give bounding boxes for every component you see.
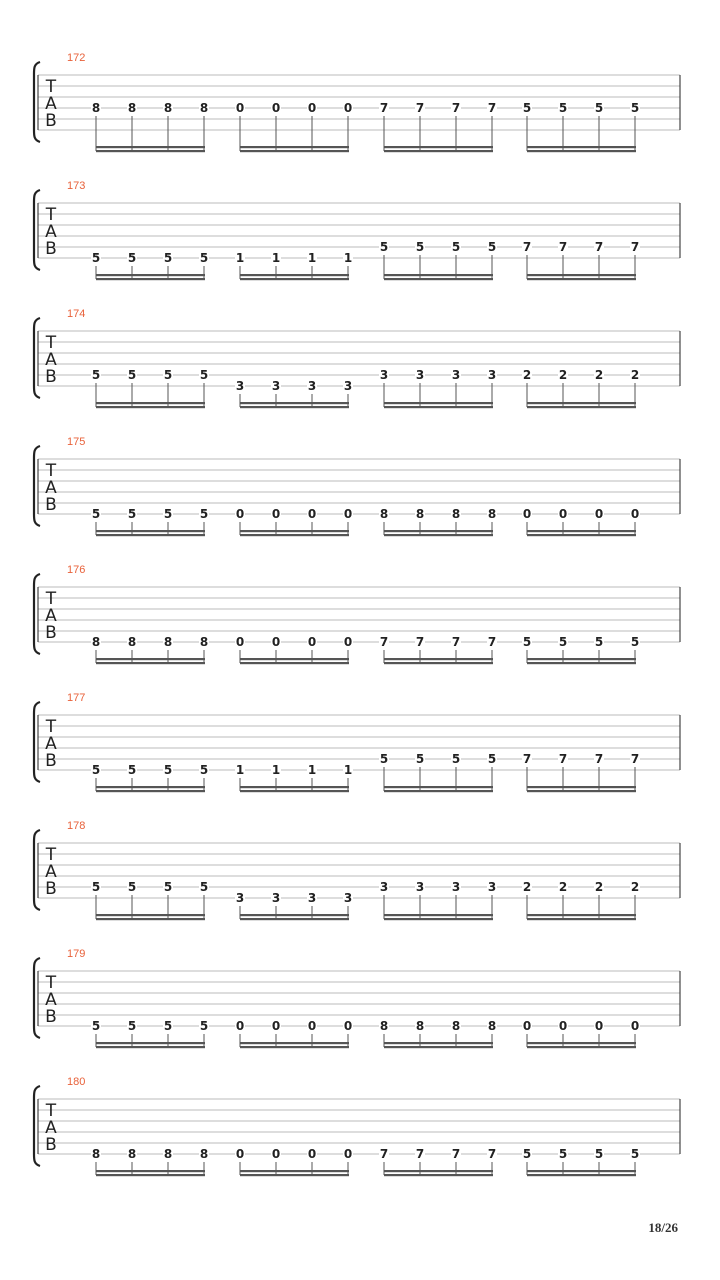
tab-clef-letter: A [45, 1118, 57, 1138]
beam [96, 918, 205, 920]
beam [384, 530, 493, 532]
fret-number: 7 [487, 1147, 497, 1161]
fret-number: 5 [127, 1019, 137, 1033]
beam [527, 406, 636, 408]
fret-number: 0 [343, 101, 353, 115]
fret-number: 1 [235, 763, 245, 777]
tab-clef-letter: B [45, 751, 57, 771]
fret-number: 3 [451, 368, 461, 382]
beam [240, 1042, 349, 1044]
tab-clef-letter: A [45, 990, 57, 1010]
tab-clef-letter: T [45, 205, 57, 225]
beam [240, 914, 349, 916]
measure-number: 180 [67, 1076, 86, 1088]
measure-number: 175 [67, 436, 86, 448]
fret-number: 5 [127, 251, 137, 265]
tab-clef-letter: T [45, 973, 57, 993]
tab-clef-letter: B [45, 111, 57, 131]
beam [96, 150, 205, 152]
fret-number: 8 [127, 635, 137, 649]
measure-number: 179 [67, 948, 86, 960]
fret-number: 0 [630, 1019, 640, 1033]
fret-number: 0 [235, 101, 245, 115]
fret-number: 8 [487, 1019, 497, 1033]
fret-number: 5 [199, 507, 209, 521]
beam [384, 406, 493, 408]
tab-clef-letter: T [45, 717, 57, 737]
fret-number: 7 [415, 101, 425, 115]
fret-number: 3 [343, 379, 353, 393]
fret-number: 5 [163, 880, 173, 894]
fret-number: 5 [415, 240, 425, 254]
beam [240, 402, 349, 404]
tab-system [0, 564, 720, 698]
beam [240, 1174, 349, 1176]
tab-clef-letter: T [45, 1101, 57, 1121]
beam [240, 790, 349, 792]
fret-number: 0 [271, 635, 281, 649]
fret-number: 2 [522, 880, 532, 894]
fret-number: 0 [235, 635, 245, 649]
beam [240, 658, 349, 660]
beam [384, 402, 493, 404]
tab-staff [0, 186, 720, 296]
tab-system [0, 692, 720, 826]
beam [384, 146, 493, 148]
fret-number: 0 [271, 1147, 281, 1161]
fret-number: 7 [451, 101, 461, 115]
fret-number: 7 [594, 752, 604, 766]
fret-number: 5 [594, 635, 604, 649]
beam [527, 534, 636, 536]
tab-system [0, 948, 720, 1082]
beam [527, 786, 636, 788]
beam [96, 274, 205, 276]
fret-number: 5 [127, 368, 137, 382]
tab-clef-letter: B [45, 623, 57, 643]
measure-number: 172 [67, 52, 86, 64]
fret-number: 5 [522, 635, 532, 649]
fret-number: 7 [522, 240, 532, 254]
beam [96, 1174, 205, 1176]
beam [527, 658, 636, 660]
fret-number: 5 [451, 240, 461, 254]
fret-number: 8 [163, 1147, 173, 1161]
beam [527, 1042, 636, 1044]
tab-clef-letter: A [45, 862, 57, 882]
tab-system [0, 820, 720, 954]
fret-number: 0 [307, 101, 317, 115]
fret-number: 3 [271, 379, 281, 393]
beam [240, 146, 349, 148]
fret-number: 7 [379, 1147, 389, 1161]
fret-number: 5 [199, 763, 209, 777]
fret-number: 8 [451, 507, 461, 521]
beam [96, 790, 205, 792]
beam [240, 1170, 349, 1172]
fret-number: 1 [307, 763, 317, 777]
fret-number: 0 [271, 507, 281, 521]
fret-number: 5 [163, 368, 173, 382]
measure-number: 176 [67, 564, 86, 576]
beam [96, 530, 205, 532]
tab-clef-letter: A [45, 350, 57, 370]
tab-clef-letter: T [45, 589, 57, 609]
beam [527, 402, 636, 404]
fret-number: 0 [343, 635, 353, 649]
fret-number: 5 [522, 1147, 532, 1161]
fret-number: 1 [307, 251, 317, 265]
fret-number: 8 [199, 635, 209, 649]
fret-number: 5 [487, 240, 497, 254]
tab-system [0, 180, 720, 314]
fret-number: 8 [127, 1147, 137, 1161]
fret-number: 0 [271, 1019, 281, 1033]
tab-system [0, 436, 720, 570]
beam [96, 534, 205, 536]
fret-number: 5 [594, 1147, 604, 1161]
beam [527, 914, 636, 916]
fret-number: 5 [199, 1019, 209, 1033]
fret-number: 1 [343, 763, 353, 777]
beam [384, 1046, 493, 1048]
tab-clef-letter: B [45, 495, 57, 515]
tab-clef-letter: A [45, 478, 57, 498]
fret-number: 5 [522, 101, 532, 115]
fret-number: 8 [91, 101, 101, 115]
fret-number: 1 [235, 251, 245, 265]
fret-number: 2 [630, 368, 640, 382]
beam [240, 918, 349, 920]
beam [384, 274, 493, 276]
fret-number: 5 [630, 101, 640, 115]
fret-number: 0 [307, 1019, 317, 1033]
tab-clef-letter: A [45, 734, 57, 754]
tab-system [0, 308, 720, 442]
fret-number: 0 [630, 507, 640, 521]
fret-number: 8 [487, 507, 497, 521]
fret-number: 7 [487, 635, 497, 649]
fret-number: 8 [163, 101, 173, 115]
fret-number: 0 [235, 1147, 245, 1161]
fret-number: 0 [343, 507, 353, 521]
beam [96, 406, 205, 408]
fret-number: 5 [91, 880, 101, 894]
fret-number: 3 [415, 880, 425, 894]
fret-number: 0 [235, 1019, 245, 1033]
tab-clef-letter: T [45, 77, 57, 97]
beam [527, 278, 636, 280]
beam [96, 1046, 205, 1048]
measure-number: 177 [67, 692, 86, 704]
beam [96, 402, 205, 404]
beam [240, 1046, 349, 1048]
fret-number: 5 [91, 507, 101, 521]
beam [96, 658, 205, 660]
beam [384, 1170, 493, 1172]
beam [96, 146, 205, 148]
beam [527, 1170, 636, 1172]
fret-number: 5 [163, 1019, 173, 1033]
fret-number: 0 [307, 635, 317, 649]
tab-staff [0, 954, 720, 1064]
fret-number: 0 [271, 101, 281, 115]
tab-clef-letter: A [45, 222, 57, 242]
beam [527, 1046, 636, 1048]
fret-number: 3 [307, 891, 317, 905]
tab-staff [0, 826, 720, 936]
fret-number: 7 [522, 752, 532, 766]
fret-number: 8 [163, 635, 173, 649]
fret-number: 5 [594, 101, 604, 115]
fret-number: 5 [487, 752, 497, 766]
fret-number: 0 [558, 1019, 568, 1033]
beam [240, 534, 349, 536]
fret-number: 0 [522, 507, 532, 521]
fret-number: 3 [415, 368, 425, 382]
fret-number: 5 [91, 251, 101, 265]
fret-number: 5 [163, 251, 173, 265]
fret-number: 5 [379, 752, 389, 766]
beam [527, 918, 636, 920]
tab-clef-letter: B [45, 1135, 57, 1155]
fret-number: 5 [127, 880, 137, 894]
fret-number: 0 [307, 507, 317, 521]
fret-number: 7 [415, 1147, 425, 1161]
tab-staff [0, 58, 720, 168]
fret-number: 3 [451, 880, 461, 894]
beam [384, 918, 493, 920]
fret-number: 5 [558, 101, 568, 115]
fret-number: 5 [91, 368, 101, 382]
beam [384, 662, 493, 664]
fret-number: 5 [127, 507, 137, 521]
fret-number: 5 [451, 752, 461, 766]
fret-number: 8 [415, 507, 425, 521]
fret-number: 8 [127, 101, 137, 115]
beam [384, 914, 493, 916]
fret-number: 5 [558, 635, 568, 649]
fret-number: 3 [307, 379, 317, 393]
fret-number: 5 [127, 763, 137, 777]
fret-number: 7 [379, 635, 389, 649]
tab-staff [0, 570, 720, 680]
fret-number: 3 [235, 891, 245, 905]
measure-number: 174 [67, 308, 86, 320]
fret-number: 0 [307, 1147, 317, 1161]
fret-number: 3 [343, 891, 353, 905]
fret-number: 5 [558, 1147, 568, 1161]
fret-number: 0 [558, 507, 568, 521]
fret-number: 8 [199, 1147, 209, 1161]
fret-number: 0 [594, 1019, 604, 1033]
tab-staff [0, 314, 720, 424]
beam [96, 786, 205, 788]
fret-number: 7 [594, 240, 604, 254]
beam [240, 406, 349, 408]
fret-number: 0 [343, 1147, 353, 1161]
beam [240, 150, 349, 152]
fret-number: 7 [630, 240, 640, 254]
fret-number: 3 [487, 880, 497, 894]
beam [384, 1174, 493, 1176]
tab-clef-letter: A [45, 606, 57, 626]
beam [240, 662, 349, 664]
fret-number: 2 [522, 368, 532, 382]
beam [240, 274, 349, 276]
beam [384, 658, 493, 660]
fret-number: 0 [522, 1019, 532, 1033]
tab-system [0, 52, 720, 186]
fret-number: 0 [235, 507, 245, 521]
fret-number: 7 [487, 101, 497, 115]
beam [384, 790, 493, 792]
fret-number: 8 [379, 507, 389, 521]
beam [384, 534, 493, 536]
fret-number: 2 [558, 880, 568, 894]
fret-number: 7 [630, 752, 640, 766]
beam [240, 786, 349, 788]
page-number: 18/26 [648, 1220, 678, 1235]
fret-number: 0 [594, 507, 604, 521]
fret-number: 5 [91, 1019, 101, 1033]
fret-number: 3 [379, 880, 389, 894]
beam [384, 786, 493, 788]
fret-number: 5 [630, 1147, 640, 1161]
fret-number: 3 [235, 379, 245, 393]
fret-number: 8 [91, 635, 101, 649]
beam [96, 278, 205, 280]
beam [384, 1042, 493, 1044]
fret-number: 2 [594, 880, 604, 894]
fret-number: 2 [594, 368, 604, 382]
beam [527, 150, 636, 152]
beam [96, 914, 205, 916]
fret-number: 2 [558, 368, 568, 382]
tab-clef-letter: A [45, 94, 57, 114]
fret-number: 2 [630, 880, 640, 894]
tab-clef-letter: T [45, 333, 57, 353]
fret-number: 5 [379, 240, 389, 254]
fret-number: 8 [379, 1019, 389, 1033]
tab-clef-letter: B [45, 239, 57, 259]
fret-number: 5 [630, 635, 640, 649]
fret-number: 7 [558, 240, 568, 254]
fret-number: 5 [415, 752, 425, 766]
measure-number: 178 [67, 820, 86, 832]
beam [527, 1174, 636, 1176]
fret-number: 5 [91, 763, 101, 777]
fret-number: 8 [199, 101, 209, 115]
fret-number: 5 [199, 880, 209, 894]
beam [96, 1042, 205, 1044]
tab-system [0, 1076, 720, 1210]
fret-number: 7 [558, 752, 568, 766]
fret-number: 7 [379, 101, 389, 115]
fret-number: 7 [451, 1147, 461, 1161]
beam [96, 662, 205, 664]
fret-number: 8 [451, 1019, 461, 1033]
fret-number: 3 [271, 891, 281, 905]
fret-number: 1 [271, 763, 281, 777]
beam [96, 1170, 205, 1172]
fret-number: 5 [163, 507, 173, 521]
beam [527, 530, 636, 532]
fret-number: 7 [451, 635, 461, 649]
beam [384, 278, 493, 280]
tab-staff [0, 698, 720, 808]
beam [527, 790, 636, 792]
fret-number: 3 [379, 368, 389, 382]
measure-number: 173 [67, 180, 86, 192]
tab-clef-letter: T [45, 845, 57, 865]
fret-number: 5 [163, 763, 173, 777]
tab-clef-letter: B [45, 879, 57, 899]
fret-number: 8 [415, 1019, 425, 1033]
beam [240, 530, 349, 532]
tab-clef-letter: B [45, 1007, 57, 1027]
beam [527, 274, 636, 276]
tab-staff [0, 442, 720, 552]
fret-number: 8 [91, 1147, 101, 1161]
tab-clef-letter: B [45, 367, 57, 387]
tab-clef-letter: T [45, 461, 57, 481]
beam [384, 150, 493, 152]
fret-number: 5 [199, 368, 209, 382]
fret-number: 5 [199, 251, 209, 265]
fret-number: 7 [415, 635, 425, 649]
beam [527, 146, 636, 148]
fret-number: 1 [343, 251, 353, 265]
beam [240, 278, 349, 280]
tab-staff [0, 1082, 720, 1192]
beam [527, 662, 636, 664]
fret-number: 0 [343, 1019, 353, 1033]
fret-number: 1 [271, 251, 281, 265]
fret-number: 3 [487, 368, 497, 382]
